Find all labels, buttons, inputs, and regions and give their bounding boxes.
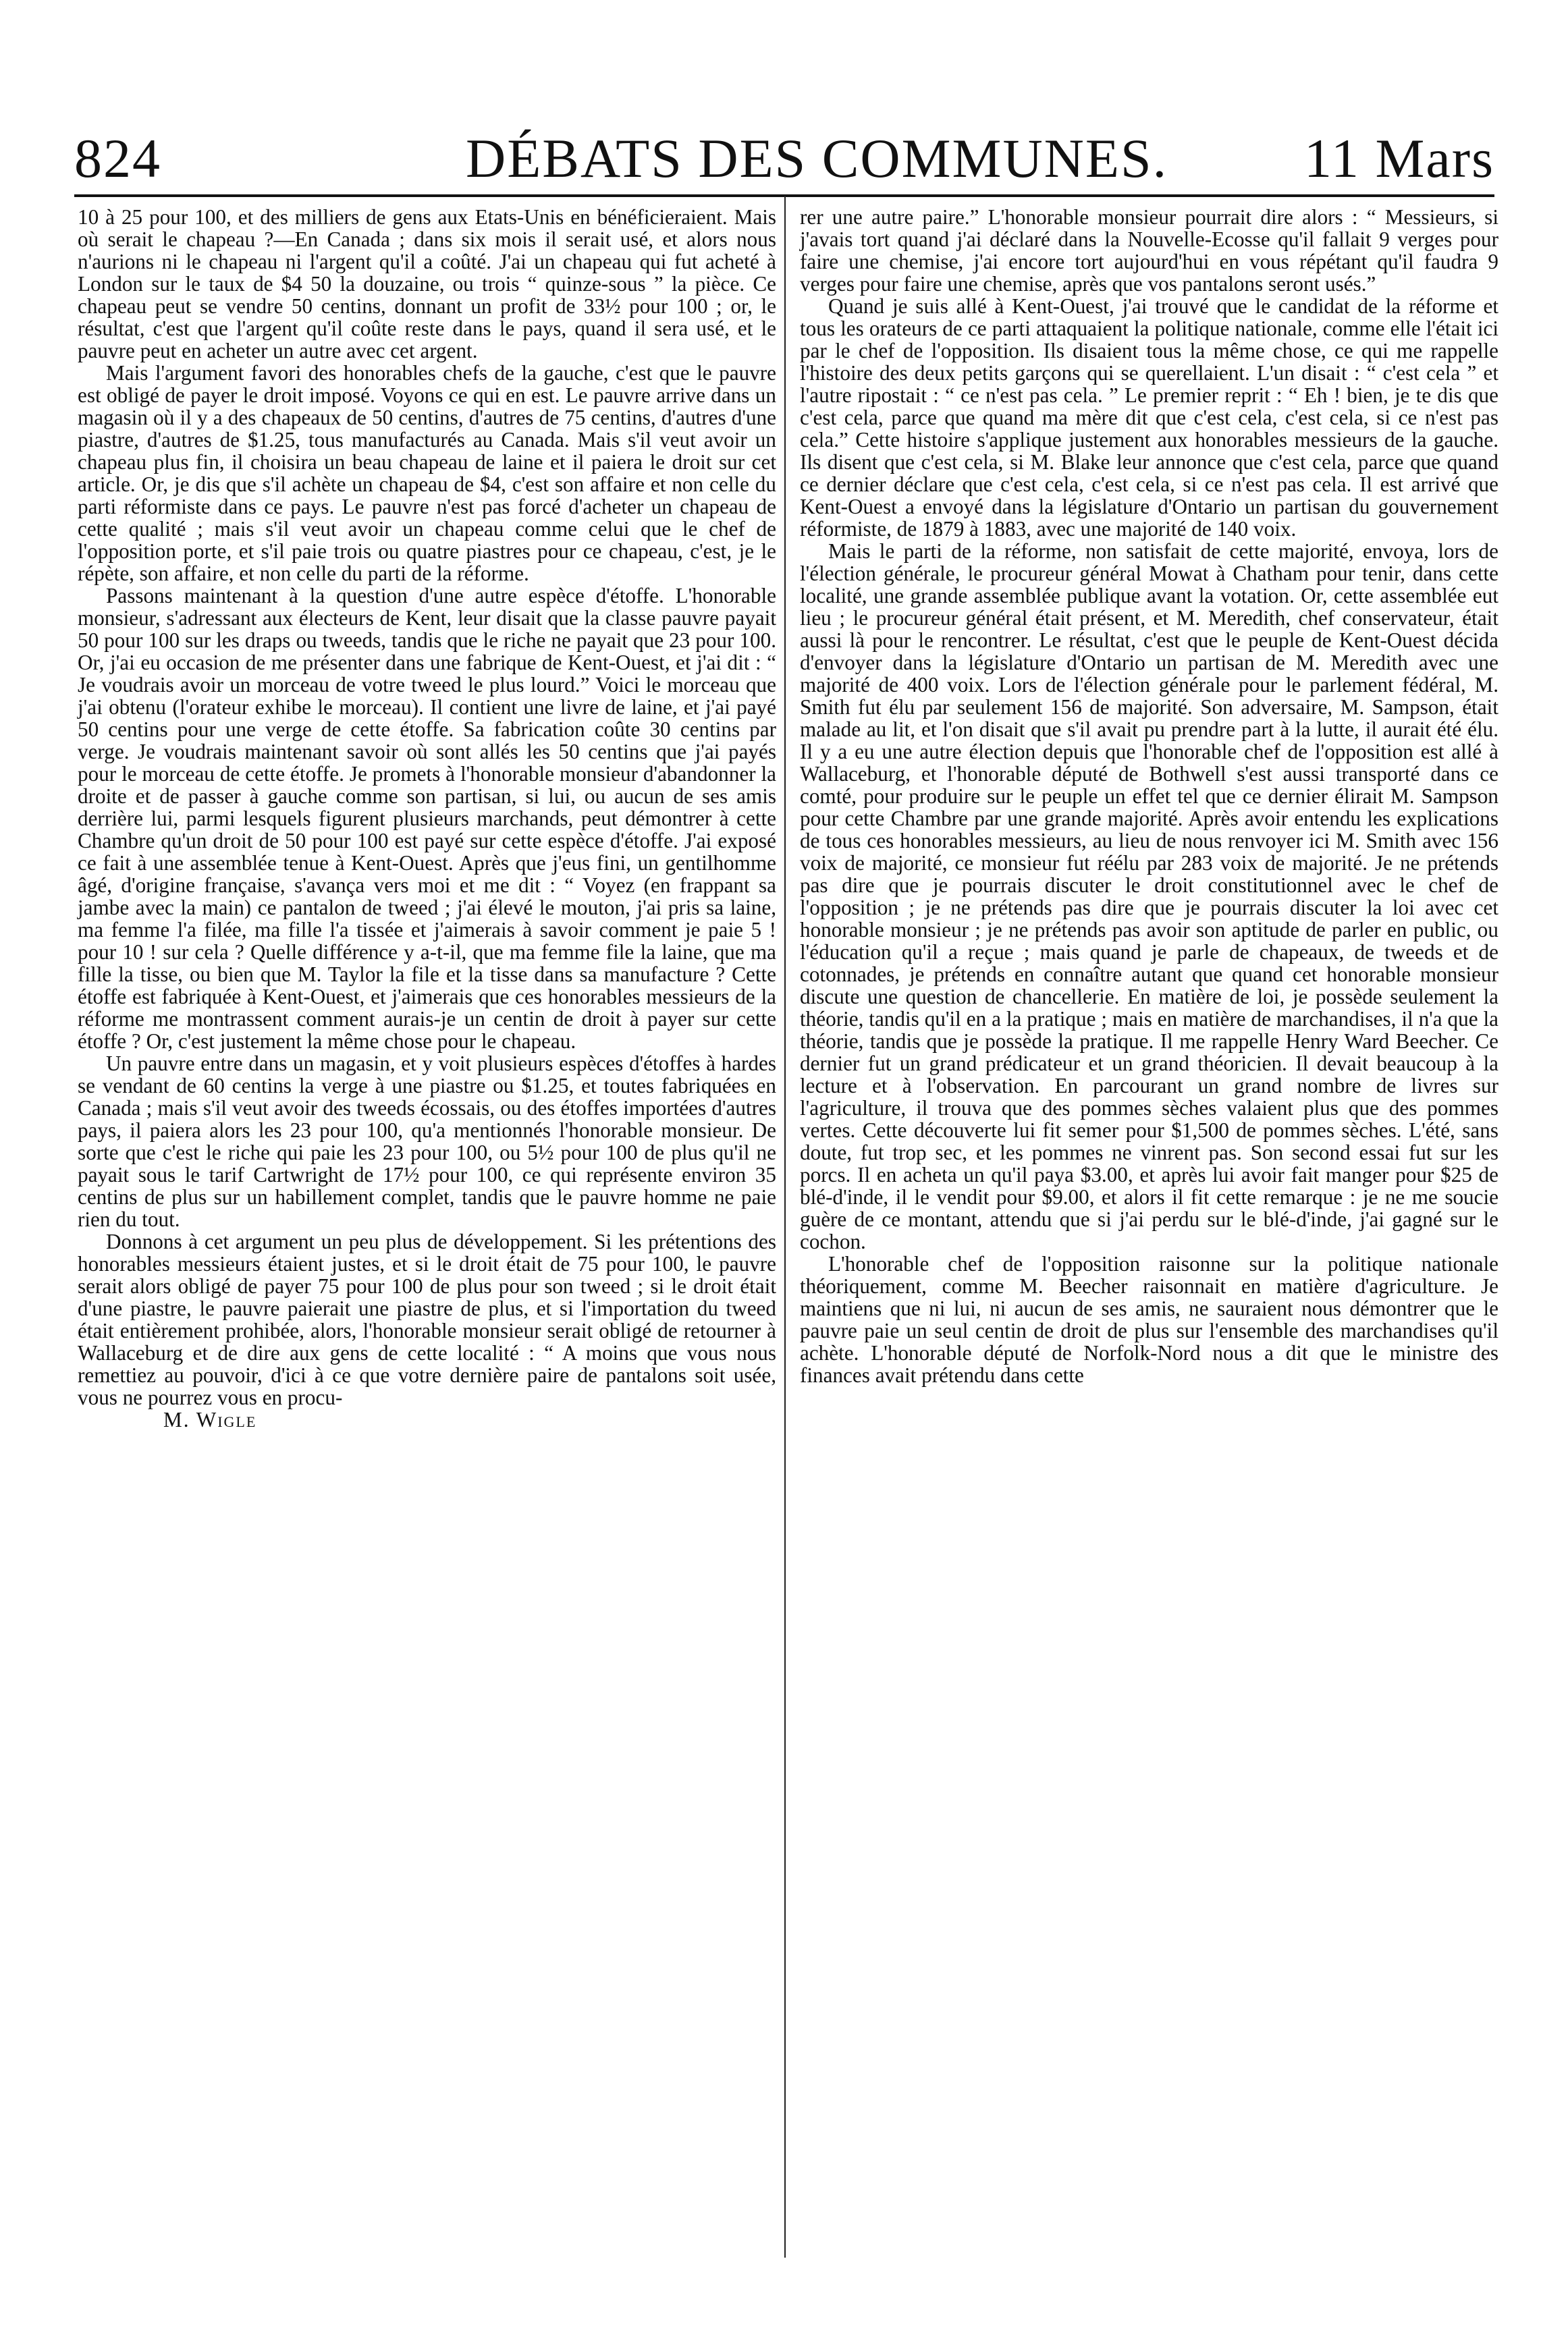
header-date: 11 Mars — [1304, 128, 1494, 189]
paragraph: L'honorable chef de l'opposition raisonne sur la politique nationale théoriquement, comme M. Beecher raisonnait en matière d'agriculture. Je maintiens que ni lui, ni aucun de ses amis, ne sauraient nous démontrer que le pauvre paie un seul centin de droit de plus sur l'ensemble des marchandises qu'il achète. L'honorable député de Norfolk-Nord nous a dit que le ministre des finances avait prétendu dans cette — [800, 1252, 1498, 1387]
paragraph: rer une autre paire.” L'honorable monsieur pourrait dire alors : “ Messieurs, si j'avais tort quand j'ai déclaré dans la Nouvelle-Ecosse qu'il fallait 9 verges pour faire une chemise, j'ai encore tort aujourd'hui en vous répétant qu'il faudra 9 verges pour faire une chemise, après que vos pantalons seront usés.” — [800, 205, 1498, 296]
page-number: 824 — [74, 128, 161, 189]
column-separator — [784, 196, 786, 2258]
paragraph: Quand je suis allé à Kent-Ouest, j'ai trouvé que le candidat de la réforme et tous les orateurs de ce parti attaquaient la politique nationale, comme elle l'était ici par le chef de l'opposition. Ils disaient tous la même chose, ce qui me rappelle l'histoire des deux petits garçons qui se querellaient. L'un disait : “ c'est cela ” et l'autre ripostait : “ ce n'est pas cela. ” Le premier reprit : “ Eh ! bien, je te dis que c'est cela, parce que quand ma mère dit que c'est cela, c'est cela, si ce n'est pas cela.” Cette histoire s'applique justement aux honorables messieurs de la gauche. Ils disent que c'est cela, si M. Blake leur annonce que c'est cela, parce que quand ce dernier déclare que c'est cela, c'est cela, si ce n'est pas cela. Il est arrivé que Kent-Ouest a envoyé dans la législature d'Ontario un partisan du gouvernement réformiste, de 1879 à 1883, avec une majorité de 140 voix. — [800, 294, 1498, 541]
running-title: DÉBATS DES COMMUNES. — [466, 128, 1168, 189]
paragraph: Un pauvre entre dans un magasin, et y voit plusieurs espèces d'étoffes à hardes se vendant de 60 centins la verge à une piastre ou $1.25, et toutes fabriquées en Canada ; mais s'il veut avoir des tweeds écossais, ou des étoffes importées d'autres pays, il paiera alors les 23 pour 100, qu'a mentionnés l'honorable monsieur. De sorte que c'est le riche qui paie les 23 pour 100, ou 5½ pour 100 de plus qu'il ne payait sous le tarif Cartwright de 17½ pour 100, ce qui représente environ 35 centins de plus sur un habillement complet, tandis que le pauvre homme ne paie rien du tout. — [78, 1052, 776, 1231]
right-column — [800, 206, 1498, 1386]
speaker-signature: M. Wigle — [163, 1408, 257, 1432]
paragraph: Donnons à cet argument un peu plus de développement. Si les prétentions des honorables messieurs étaient justes, et si le droit était de 75 pour 100, le pauvre serait alors obligé de payer 75 pour 100 de plus pour son tweed ; si le droit était d'une piastre, le pauvre paierait une piastre de plus, et si l'importation du tweed était entièrement prohibée, alors, l'honorable monsieur serait obligé de retourner à Wallaceburg et de dire aux gens de cette localité : “ A moins que vous nous remettiez au pouvoir, d'ici à ce que votre dernière paire de pantalons soit usée, vous ne pourrez vous en procu- — [78, 1230, 776, 1409]
page-header — [74, 121, 1494, 196]
paragraph: Passons maintenant à la question d'une autre espèce d'étoffe. L'honorable monsieur, s'adressant aux électeurs de Kent, leur disait que la classe pauvre payait 50 pour 100 sur les draps ou tweeds, tandis que le riche ne payait que 23 pour 100. Or, j'ai eu occasion de me présenter dans une fabrique de Kent-Ouest, et j'ai dit : “ Je voudrais avoir un morceau de votre tweed le plus lourd.” Voici le morceau que j'ai obtenu (l'orateur exhibe le morceau). Il contient une livre de laine, et j'ai payé 50 centins pour une verge de cette étoffe. Sa fabrication coûte 30 centins par verge. Je voudrais maintenant savoir où sont allés les 50 centins que j'ai payés pour le morceau de cette étoffe. Je promets à l'honorable monsieur d'abandonner la droite et de passer à gauche comme son partisan, si lui, ou aucun de ses amis derrière lui, parmi lesquels figurent plusieurs marchands, peut démontrer à cette Chambre qu'un droit de 50 pour 100 est payé sur cette espèce d'étoffe. J'ai exposé ce fait à une assemblée tenue à Kent-Ouest. Après que j'eus fini, un gentilhomme âgé, d'origine française, s'avança vers moi et me dit : “ Voyez (en frappant sa jambe avec la main) ce pantalon de tweed ; j'ai élevé le mouton, j'ai pris sa laine, ma femme l'a filée, ma fille l'a tissée et j'aimerais à savoir comment je paie 5 ! pour 10 ! sur cela ? Quelle différence y a-t-il, que ma femme file la laine, que ma fille la tisse, ou bien que M. Taylor la file et la tisse dans sa manufacture ? Cette étoffe est fabriquée à Kent-Ouest, et j'aimerais que ces honorables messieurs de la réforme me montrassent comment aurais-je un centin de droit à payer sur cette étoffe ? Or, c'est justement la même chose pour le chapeau. — [78, 584, 776, 1053]
paragraph: 10 à 25 pour 100, et des milliers de gens aux Etats-Unis en bénéficieraient. Mais où serait le chapeau ?—En Canada ; dans six mois il serait usé, et alors nous n'aurions ni le chapeau ni l'argent qu'il a coûté. J'ai un chapeau qui fut acheté à London sur le taux de $4 50 la douzaine, ou trois “ quinze-sous ” la pièce. Ce chapeau peut se vendre 50 centins, donnant un profit de 33½ pour 100 ; or, le résultat, c'est que l'argent qu'il coûte reste dans le pays, quand il sera usé, et le pauvre peut en acheter un autre avec cet argent. — [78, 205, 776, 362]
paragraph: Mais l'argument favori des honorables chefs de la gauche, c'est que le pauvre est obligé de payer le droit imposé. Voyons ce qui en est. Le pauvre arrive dans un magasin où il y a des chapeaux de 50 centins, d'autres de 75 centins, d'autres d'une piastre, d'autres de $1.25, tous manufacturés au Canada. Mais s'il veut avoir un chapeau plus fin, il choisira un beau chapeau de laine et il paiera le droit sur cet article. Or, je dis que s'il achète un chapeau de $4, c'est son affaire et non celle du parti réformiste dans ce pays. Le pauvre n'est pas forcé d'acheter un chapeau de cette qualité ; mais s'il veut avoir un chapeau comme celui que le chef de l'opposition porte, et s'il paie trois ou quatre piastres pour ce chapeau, c'est, je le répète, son affaire, et non celle du parti de la réforme. — [78, 361, 776, 585]
left-column — [78, 206, 776, 1431]
paragraph: Mais le parti de la réforme, non satisfait de cette majorité, envoya, lors de l'élection générale, le procureur général Mowat à Chatham pour tenir, dans cette localité, une grande assemblée publique avant la votation. Or, cette assemblée eut lieu ; le procureur général était présent, et M. Meredith, chef conservateur, était aussi là pour le rencontrer. Le résultat, c'est que le peuple de Kent-Ouest décida d'envoyer dans la législature d'Ontario un partisan de M. Meredith avec une majorité de 400 voix. Lors de l'élection générale pour le parlement fédéral, M. Smith fut élu par seulement 156 de majorité. Son adversaire, M. Sampson, était malade au lit, et l'on disait que s'il avait pu prendre part à la lutte, il aurait été élu. Il y a eu une autre élection depuis que l'honorable chef de l'opposition est allé à Wallaceburg, et l'honorable député de Bothwell s'est aussi transporté dans ce comté, pour produire sur le peuple un effet tel que ce dernier élirait M. Sampson pour cette Chambre par une grande majorité. Après avoir entendu les explications de tous ces honorables messieurs, au lieu de nous renvoyer ici M. Smith avec 156 voix de majorité, ce monsieur fut réélu par 283 voix de majorité. Je ne prétends pas dire que je pourrais discuter le droit constitutionnel avec le chef de l'opposition ; je ne prétends pas dire que je pourrais discuter la loi avec cet honorable monsieur ; je ne prétends pas avoir son aptitude de parler en public, ou l'éducation qu'il a reçue ; mais quand je parle de chapeaux, de tweeds et de cotonnades, je prétends en connaître autant que quand cet honorable monsieur discute une question de chancellerie. En matière de loi, je possède seulement la théorie, tandis qu'il en a la pratique ; mais en matière de marchandises, il n'a que la théorie, tandis que je possède la pratique. Il me rappelle Henry Ward Beecher. Ce dernier fut un grand prédicateur et un grand théoricien. Il devait beaucoup à la lecture et à l'observation. En parcourant un grand nombre de livres sur l'agriculture, il trouva que des pommes sèches valaient plus que des pommes vertes. Cette découverte lui fit semer pour $1,500 de pommes sèches. L'été, sans doute, fut trop sec, et les pommes ne vinrent pas. Son second essai fut sur les porcs. Il en acheta un qu'il paya $3.00, et après lui avoir fait manger pour $25 de blé-d'inde, il le vendit pour $9.00, et alors il fit cette remarque : je ne me soucie guère de ce montant, attendu que si j'ai perdu sur le blé-d'inde, j'ai gagné sur le cochon. — [800, 539, 1498, 1253]
